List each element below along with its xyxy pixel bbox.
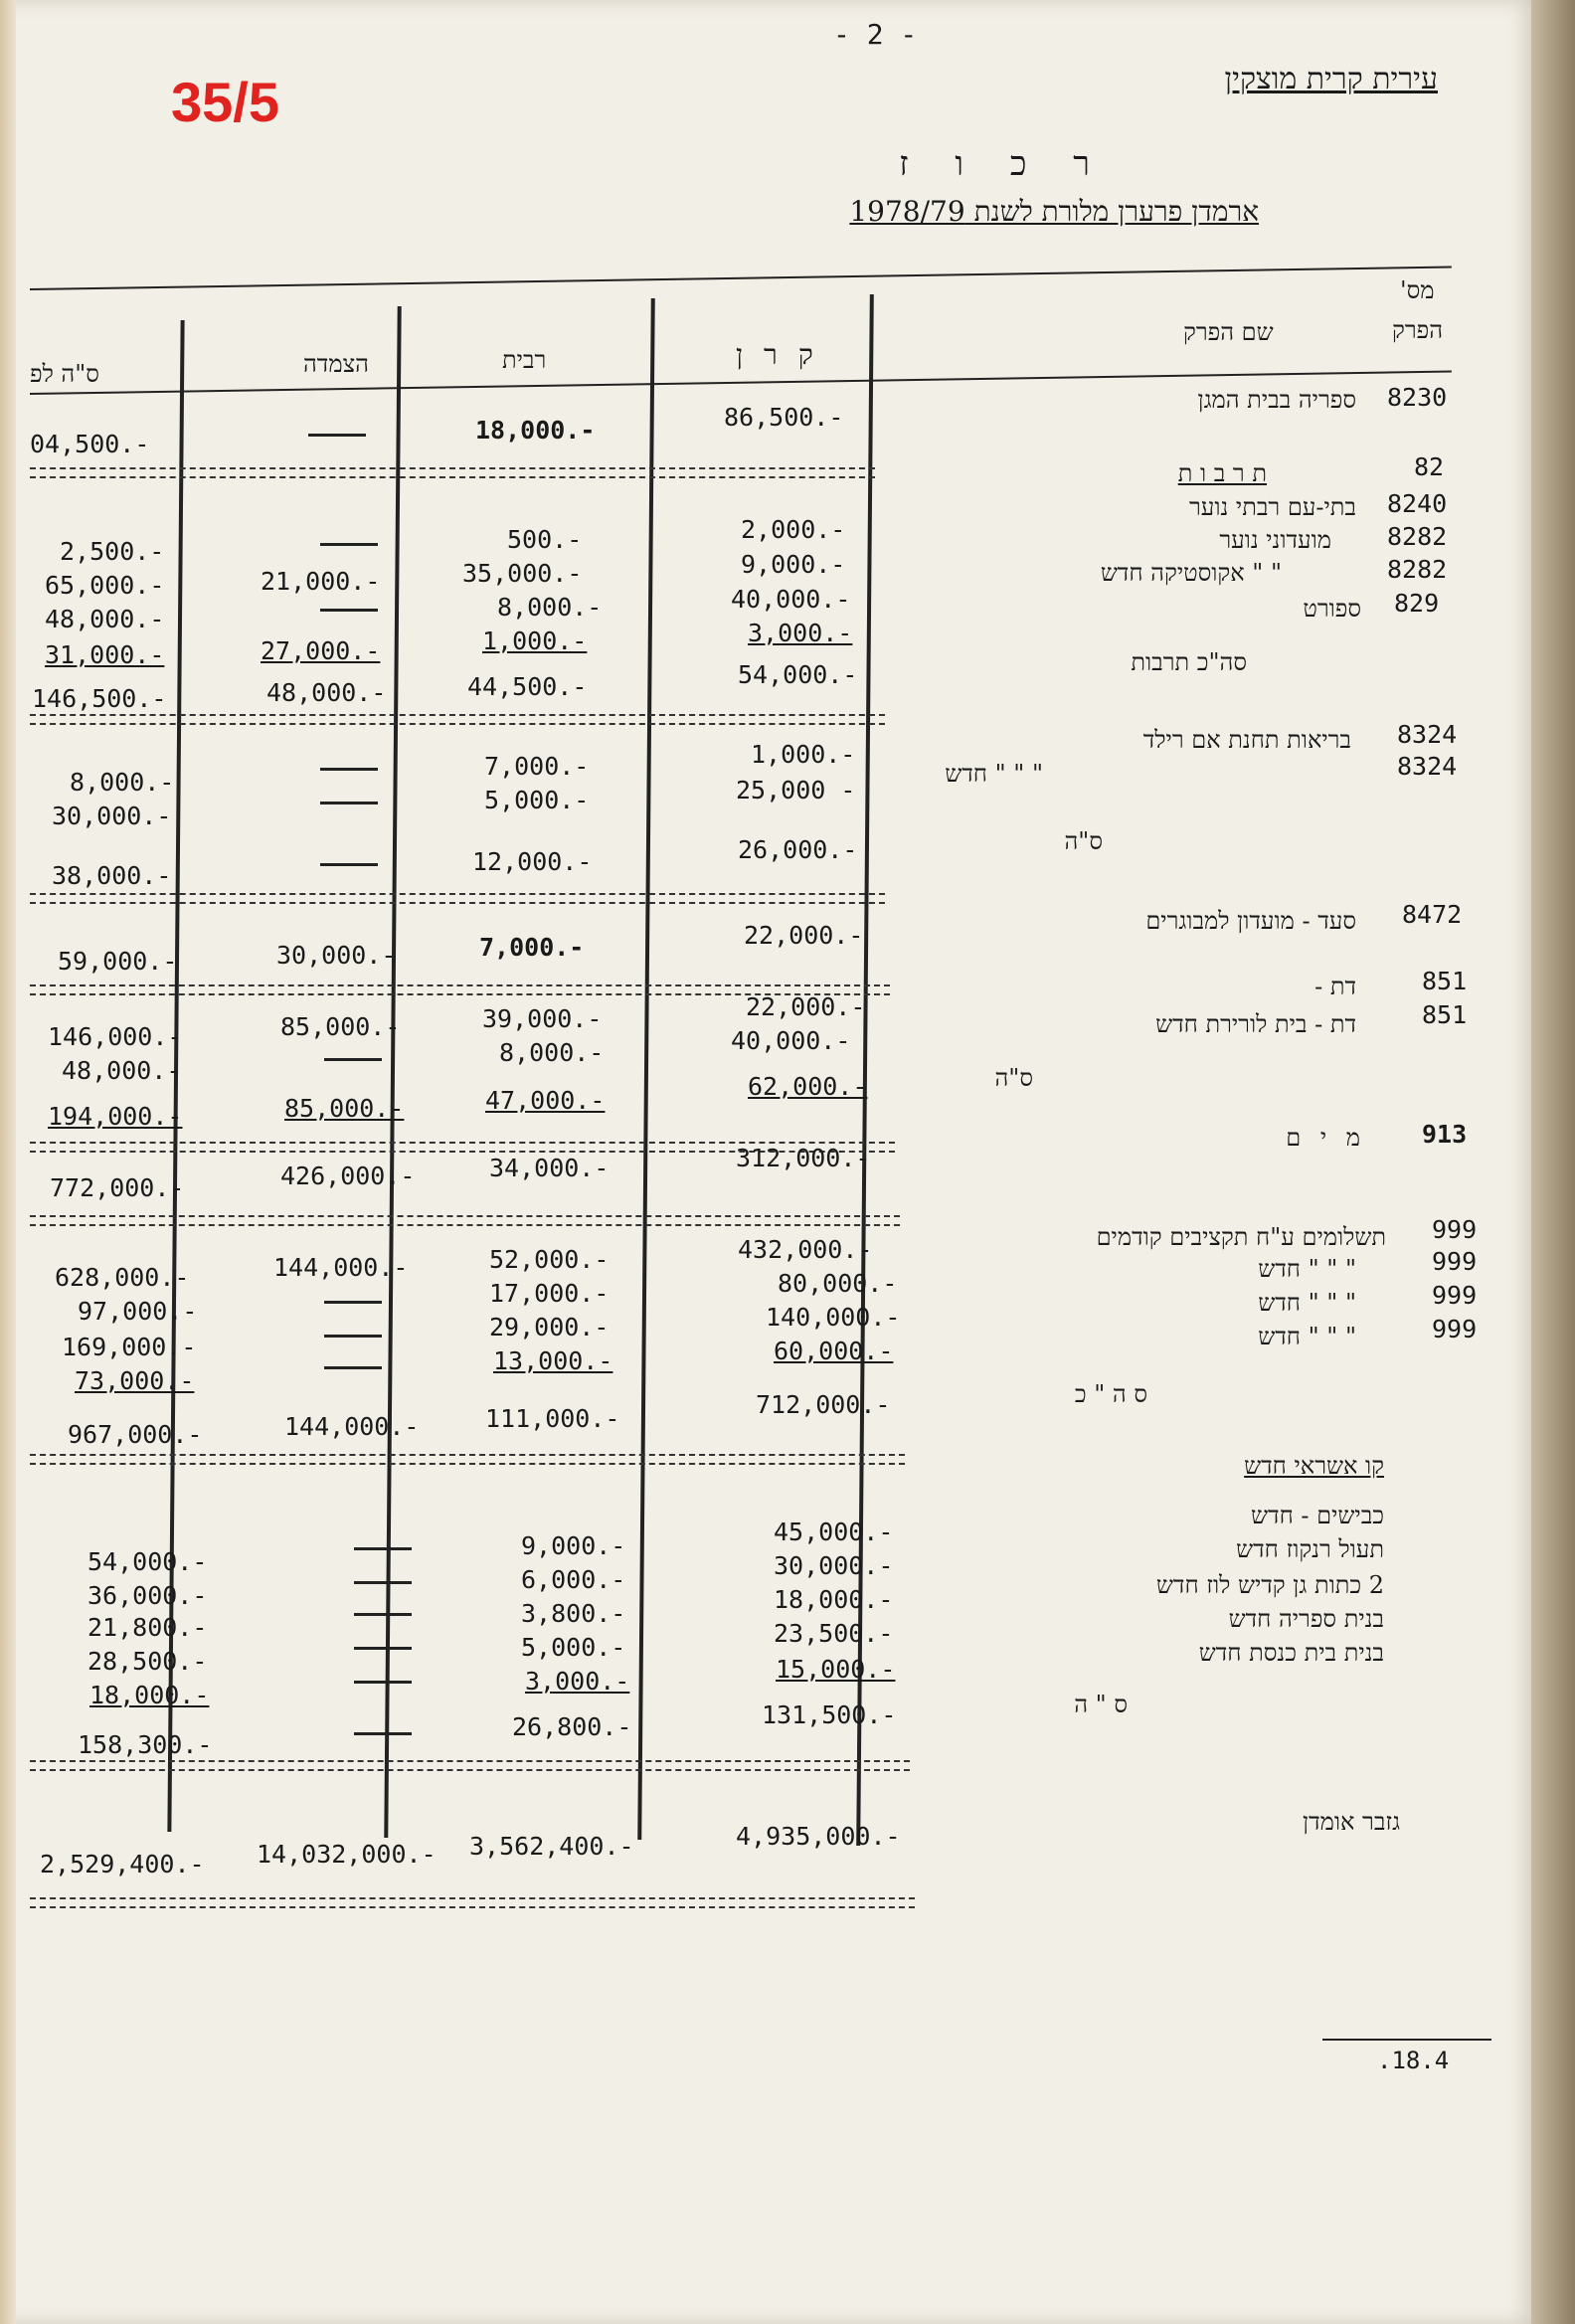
row-name: 2 כתות גן קדיש לוז חדש bbox=[1155, 1571, 1384, 1599]
row-code: 851 bbox=[1422, 967, 1468, 995]
total-value: 48,000.- bbox=[45, 605, 165, 633]
interest-value: 5,000.- bbox=[484, 786, 590, 814]
interest-value: 12,000.- bbox=[472, 847, 593, 876]
total-value: 65,000.- bbox=[45, 571, 165, 600]
subtotal-label: ס " ה bbox=[1074, 1691, 1128, 1718]
row-code: 8240 bbox=[1387, 489, 1448, 518]
grand-total-sum: 2,529,400.- bbox=[40, 1850, 205, 1878]
row-name: תעול רנקוז חדש bbox=[1236, 1535, 1384, 1563]
principal-value: 40,000.- bbox=[731, 585, 851, 614]
linkage-empty bbox=[320, 863, 378, 866]
row-name: בתי-עם רבתי נוער bbox=[1188, 493, 1356, 521]
row-name: בריאות תחנת אם רילד bbox=[1142, 726, 1351, 754]
row-name: סעד - מועדון למבוגרים bbox=[1145, 907, 1356, 935]
interest-value: 8,000.- bbox=[499, 1038, 605, 1067]
total-value: 97,000.- bbox=[78, 1297, 198, 1326]
row-sep bbox=[30, 467, 875, 478]
principal-value: 9,000.- bbox=[741, 550, 846, 579]
document-subtitle: ארמדן פרערן מלורת לשנת 1978/79 bbox=[849, 195, 1259, 228]
principal-value: 30,000.- bbox=[774, 1551, 894, 1580]
row-name: " " " חדש bbox=[945, 760, 1043, 788]
linkage-value: 27,000.- bbox=[261, 636, 381, 665]
interest-value: 52,000.- bbox=[489, 1245, 610, 1274]
row-name: מועדוני נוער bbox=[1219, 526, 1331, 554]
interest-value: 17,000.- bbox=[489, 1279, 610, 1308]
total-value: 146,500.- bbox=[32, 684, 167, 713]
col-interest-header: רבית bbox=[502, 346, 547, 374]
section-title: ת ר ב ו ת bbox=[1177, 459, 1267, 487]
principal-value: 432,000.- bbox=[738, 1235, 873, 1264]
signature: גזבר אומדן bbox=[1303, 1808, 1401, 1836]
principal-value: 40,000.- bbox=[731, 1026, 851, 1055]
subtotal-label: ס ה " כ bbox=[1074, 1380, 1147, 1408]
total-value: 30,000.- bbox=[52, 802, 172, 830]
col-total-header: ס"ה לפ bbox=[30, 360, 99, 388]
linkage-empty bbox=[354, 1547, 412, 1550]
row-sep bbox=[30, 1897, 915, 1908]
total-value: 158,300.- bbox=[78, 1730, 213, 1759]
total-value: 04,500.- bbox=[30, 430, 150, 458]
row-name: מ י ם bbox=[1286, 1124, 1366, 1152]
row-sep bbox=[30, 1454, 905, 1465]
interest-value: 1,000.- bbox=[482, 626, 588, 655]
row-code: 8472 bbox=[1402, 900, 1463, 929]
principal-value: 131,500.- bbox=[762, 1700, 897, 1729]
linkage-value: 30,000.- bbox=[276, 941, 397, 970]
principal-value: 23,500.- bbox=[774, 1619, 894, 1648]
total-value: 8,000.- bbox=[70, 768, 175, 797]
principal-value: 1,000.- bbox=[751, 740, 856, 769]
row-sep bbox=[30, 893, 885, 904]
total-value: 73,000.- bbox=[75, 1366, 195, 1395]
total-value: 38,000.- bbox=[52, 861, 172, 890]
principal-value: 26,000.- bbox=[738, 835, 858, 864]
linkage-empty bbox=[320, 768, 378, 771]
linkage-value: 21,000.- bbox=[261, 567, 381, 596]
row-name: " " " חדש bbox=[1258, 1289, 1356, 1317]
archive-stamp: 35/5 bbox=[171, 71, 279, 133]
linkage-empty bbox=[320, 802, 378, 804]
interest-value: 7,000.- bbox=[479, 933, 585, 962]
total-value: 18,000.- bbox=[89, 1681, 210, 1709]
row-code: 82 bbox=[1414, 452, 1445, 481]
principal-value: 54,000.- bbox=[738, 660, 858, 689]
section-title: קו אשראי חדש bbox=[1244, 1452, 1384, 1480]
linkage-empty bbox=[320, 609, 378, 612]
row-name: בנית ספריה חדש bbox=[1228, 1605, 1384, 1633]
interest-value: 5,000.- bbox=[521, 1633, 626, 1662]
col-principal-header: ק ר ן bbox=[736, 338, 819, 371]
interest-value: 13,000.- bbox=[493, 1346, 613, 1375]
subtotal-label: סה"כ תרבות bbox=[1131, 648, 1247, 676]
interest-value: 3,800.- bbox=[521, 1599, 626, 1628]
principal-value: 22,000.- bbox=[744, 921, 864, 950]
interest-value: 47,000.- bbox=[485, 1086, 606, 1115]
total-value: 36,000.- bbox=[88, 1581, 208, 1610]
total-value: 169,000.- bbox=[62, 1333, 197, 1361]
linkage-value: 144,000.- bbox=[273, 1253, 409, 1282]
linkage-empty bbox=[324, 1366, 382, 1369]
row-code: 829 bbox=[1394, 589, 1440, 618]
principal-value: 312,000.- bbox=[736, 1144, 871, 1172]
interest-value: 29,000.- bbox=[489, 1313, 610, 1341]
row-code: 999 bbox=[1432, 1215, 1478, 1244]
total-value: 28,500.- bbox=[88, 1647, 208, 1676]
col-chapter-label: הפרק bbox=[1392, 316, 1444, 344]
interest-value: 18,000.- bbox=[475, 416, 596, 445]
row-code: 8282 bbox=[1387, 522, 1448, 551]
linkage-empty bbox=[354, 1681, 412, 1684]
row-name: בנית בית כנסת חדש bbox=[1198, 1639, 1384, 1667]
interest-value: 44,500.- bbox=[467, 672, 588, 701]
row-code: 8324 bbox=[1397, 720, 1458, 749]
linkage-empty bbox=[320, 543, 378, 546]
row-name: כבישים - חדש bbox=[1251, 1502, 1384, 1529]
linkage-empty bbox=[354, 1732, 412, 1735]
linkage-value: 85,000.- bbox=[280, 1012, 401, 1041]
principal-value: 60,000.- bbox=[774, 1337, 894, 1365]
total-value: 2,500.- bbox=[60, 537, 165, 566]
linkage-empty bbox=[324, 1058, 382, 1061]
interest-value: 6,000.- bbox=[521, 1565, 626, 1594]
total-value: 31,000.- bbox=[45, 640, 165, 669]
principal-value: 15,000.- bbox=[776, 1655, 896, 1684]
linkage-value: 48,000.- bbox=[266, 678, 387, 707]
principal-value: 25,000 - bbox=[736, 776, 856, 804]
municipality-name: עירית קרית מוצקין bbox=[1224, 62, 1438, 96]
principal-value: 22,000.- bbox=[746, 992, 866, 1021]
document-title: ר כ ו ז bbox=[899, 144, 1108, 184]
row-name: " " " חדש bbox=[1258, 1255, 1356, 1283]
principal-value: 62,000.- bbox=[748, 1072, 868, 1101]
row-code: 8324 bbox=[1397, 752, 1458, 781]
principal-value: 712,000.- bbox=[756, 1390, 891, 1419]
total-value: 54,000.- bbox=[88, 1547, 208, 1576]
linkage-value: 144,000.- bbox=[284, 1412, 420, 1441]
row-name: " " " חדש bbox=[1258, 1323, 1356, 1350]
interest-value: 26,800.- bbox=[512, 1712, 632, 1741]
row-code: 8282 bbox=[1387, 555, 1448, 584]
interest-value: 8,000.- bbox=[497, 593, 603, 622]
row-name: ספריה בבית המגן bbox=[1197, 386, 1356, 414]
principal-value: 18,000.- bbox=[774, 1585, 894, 1614]
row-code: 913 bbox=[1422, 1120, 1468, 1149]
total-value: 194,000.- bbox=[48, 1102, 183, 1131]
linkage-empty bbox=[354, 1647, 412, 1650]
linkage-empty bbox=[308, 434, 366, 437]
total-value: 146,000.- bbox=[48, 1022, 183, 1051]
principal-value: 2,000.- bbox=[741, 515, 846, 544]
row-name: ספורט bbox=[1303, 595, 1361, 623]
interest-value: 111,000.- bbox=[485, 1404, 620, 1433]
interest-value: 35,000.- bbox=[462, 559, 583, 588]
subtotal-label: ס"ה bbox=[1064, 827, 1103, 855]
row-sep bbox=[30, 1760, 910, 1771]
principal-value: 3,000.- bbox=[748, 619, 853, 647]
col-num-label: מס' bbox=[1400, 276, 1435, 304]
row-code: 999 bbox=[1432, 1281, 1478, 1310]
interest-value: 500.- bbox=[507, 525, 583, 554]
linkage-empty bbox=[354, 1613, 412, 1616]
principal-value: 80,000.- bbox=[778, 1269, 898, 1298]
linkage-empty bbox=[324, 1301, 382, 1304]
linkage-empty bbox=[324, 1335, 382, 1338]
page-number: - 2 - bbox=[833, 18, 918, 51]
col-name-header: שם הפרק bbox=[1183, 318, 1274, 346]
total-value: 48,000.- bbox=[62, 1056, 182, 1085]
row-code: 8230 bbox=[1387, 383, 1448, 412]
interest-value: 34,000.- bbox=[489, 1154, 610, 1182]
col-linkage-header: הצמדה bbox=[303, 350, 369, 378]
principal-value: 45,000.- bbox=[774, 1518, 894, 1546]
row-name: דת - בית לורירת חדש bbox=[1155, 1010, 1356, 1038]
linkage-value: 85,000.- bbox=[284, 1094, 405, 1123]
total-value: 628,000.- bbox=[55, 1263, 190, 1292]
grand-total-principal: 4,935,000.- bbox=[736, 1822, 901, 1851]
row-code: 999 bbox=[1432, 1315, 1478, 1343]
total-value: 772,000.- bbox=[50, 1173, 185, 1202]
subtotal-label: ס"ה bbox=[994, 1064, 1033, 1092]
page-edge-left bbox=[0, 0, 16, 2324]
interest-value: 7,000.- bbox=[484, 752, 590, 781]
row-sep bbox=[30, 1215, 900, 1226]
total-value: 967,000.- bbox=[68, 1420, 203, 1449]
interest-value: 39,000.- bbox=[482, 1004, 603, 1033]
row-name: דת - bbox=[1314, 973, 1356, 1000]
row-code: 999 bbox=[1432, 1247, 1478, 1276]
total-value: 59,000.- bbox=[58, 947, 178, 976]
row-code: 851 bbox=[1422, 1000, 1468, 1029]
row-name: תשלומים ע"ח תקציבים קודמים bbox=[1096, 1223, 1386, 1251]
grand-total-linkage: 14,032,000.- bbox=[257, 1840, 437, 1869]
total-value: 21,800.- bbox=[88, 1613, 208, 1642]
principal-value: 86,500.- bbox=[724, 403, 844, 432]
principal-value: 140,000.- bbox=[766, 1303, 901, 1332]
date: 18.4. bbox=[1377, 2047, 1450, 2074]
interest-value: 3,000.- bbox=[525, 1667, 630, 1696]
page-edge-right bbox=[1531, 0, 1575, 2324]
interest-value: 9,000.- bbox=[521, 1531, 626, 1560]
linkage-value: 426,000.- bbox=[280, 1162, 416, 1190]
row-name: " " אקוסטיקה חדש bbox=[1100, 559, 1282, 587]
linkage-empty bbox=[354, 1581, 412, 1584]
row-sep bbox=[30, 714, 885, 725]
date-line bbox=[1322, 2039, 1491, 2041]
grand-total-interest: 3,562,400.- bbox=[469, 1832, 634, 1861]
